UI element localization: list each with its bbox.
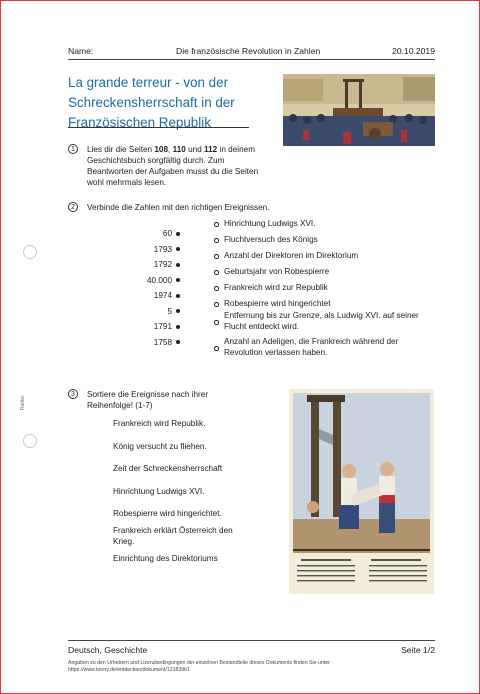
worksheet-date: 20.10.2019 [391, 46, 435, 56]
event-line: Entfernung bis zur Grenze, als Ludwig XVI. auf seiner [224, 311, 419, 320]
task-1-text-sep-1: , [168, 145, 173, 154]
sort-item: Zeit der Schreckensherrschaft [113, 464, 223, 473]
number-item: 1974 [153, 291, 172, 300]
punch-hole-bottom [23, 434, 37, 448]
page-ref-2: 110 [172, 145, 186, 154]
number-item: 60 [162, 229, 172, 238]
page-ref-3: 112 [204, 145, 218, 154]
event-connector-dot[interactable] [214, 254, 219, 259]
task-3-number: 3 [68, 389, 78, 399]
footer-credit-link[interactable]: https://www.tutory.de/entdecken/dokument/121839b1 [68, 667, 190, 673]
sort-item-multiline [113, 525, 263, 547]
robespierre-execution-image [289, 389, 434, 594]
title-line-3: Französischen Republik [68, 115, 211, 130]
number-item: 1791 [153, 322, 172, 331]
number-item: 40.000 [146, 275, 172, 285]
event-item-multiline [224, 336, 439, 358]
worksheet-title [68, 73, 258, 133]
number-connector-dot[interactable] [176, 325, 180, 329]
event-item: Anzahl der Direktoren im Direktorium [224, 251, 359, 260]
task-2-instruction: Verbinde die Zahlen mit den richtigen Ereignissen. [87, 203, 270, 212]
margin-label: Rahler [20, 395, 26, 410]
sort-item: Robespierre wird hingerichtet. [113, 509, 222, 518]
event-connector-dot[interactable] [214, 346, 219, 351]
event-item-multiline [224, 310, 439, 332]
footer-rule [68, 640, 435, 641]
task-1-text-sep-2: und [185, 145, 205, 154]
number-connector-dot[interactable] [176, 278, 180, 282]
event-item: Frankreich wird zur Republik [224, 283, 328, 292]
task-3-instruction-line-1: Sortiere die Ereignisse nach ihrer [87, 390, 209, 399]
event-item: Hinrichtung Ludwigs XVI. [224, 219, 316, 228]
task-1-text [87, 144, 287, 188]
sort-item: Hinrichtung Ludwigs XVI. [113, 487, 205, 496]
punch-hole-top [23, 245, 37, 259]
task-1-text-post: in deinem [217, 145, 256, 154]
task-3-instruction-line-2: Reihenfolge! (1-7) [87, 401, 153, 410]
title-underline [68, 127, 249, 128]
number-connector-dot[interactable] [176, 263, 180, 267]
event-connector-dot[interactable] [214, 286, 219, 291]
sort-item: König versucht zu fliehen. [113, 442, 207, 451]
number-item: 1758 [153, 337, 172, 347]
event-connector-dot[interactable] [214, 238, 219, 243]
sort-item: Einrichtung des Direktoriums [113, 554, 218, 563]
number-connector-dot[interactable] [176, 232, 180, 236]
task-2-number: 2 [68, 202, 78, 212]
number-item: 1792 [153, 260, 172, 269]
task-1-number: 1 [68, 144, 78, 154]
number-item: 1793 [153, 244, 172, 254]
number-connector-dot[interactable] [176, 247, 180, 251]
page-ref-1: 108 [154, 145, 169, 154]
title-line-2: Schreckensherrschaft in der [68, 95, 235, 110]
task-1-line-4: wohl mehrmals lesen. [87, 178, 167, 187]
event-line: Revolution verlassen haben. [224, 348, 328, 357]
task-1-text-pre: Lies dir die Seiten [87, 145, 155, 154]
task-1-line-2: Geschichtsbuch sorgfältig durch. Zum [87, 156, 225, 165]
sort-item-line: Frankreich erklärt Österreich den [113, 526, 233, 535]
event-connector-dot[interactable] [214, 320, 219, 325]
event-connector-dot[interactable] [214, 302, 219, 307]
event-item: Fluchtversuch des Königs [224, 235, 318, 244]
event-item: Geburtsjahr von Robespierre [224, 267, 330, 276]
number-item: 5 [167, 306, 172, 316]
event-line: Flucht entdeckt wird. [224, 322, 300, 331]
event-connector-dot[interactable] [214, 270, 219, 275]
worksheet-subject-title: Die französische Revolution in Zahlen [176, 46, 321, 56]
number-connector-dot[interactable] [176, 294, 180, 298]
footer-credits [68, 660, 435, 674]
number-connector-dot[interactable] [176, 309, 180, 313]
footer-subject: Deutsch, Geschichte [68, 645, 148, 655]
sort-item: Frankreich wird Republik. [113, 419, 206, 428]
footer-credit-line-1: Angaben zu den Urhebern und Lizenzbedingungen der einzelnen Bestandteile dieses Dokuments finden Sie unter [68, 660, 330, 666]
number-connector-dot[interactable] [176, 340, 180, 344]
event-connector-dot[interactable] [214, 222, 219, 227]
footer-page-number: Seite 1/2 [401, 645, 435, 655]
name-label: Name: [68, 46, 94, 56]
event-line: Anzahl an Adeligen, die Frankreich während der [224, 337, 399, 346]
event-item: Robespierre wird hingerichtet [224, 299, 331, 308]
sort-item-line: Krieg. [113, 537, 135, 546]
task-3-instruction [87, 389, 267, 411]
task-1-line-3: Beantworten der Aufgaben musst du die Seiten [87, 167, 259, 176]
page-header [68, 46, 435, 60]
execution-scene-image [283, 74, 435, 146]
title-line-1: La grande terreur - von der [68, 75, 229, 90]
